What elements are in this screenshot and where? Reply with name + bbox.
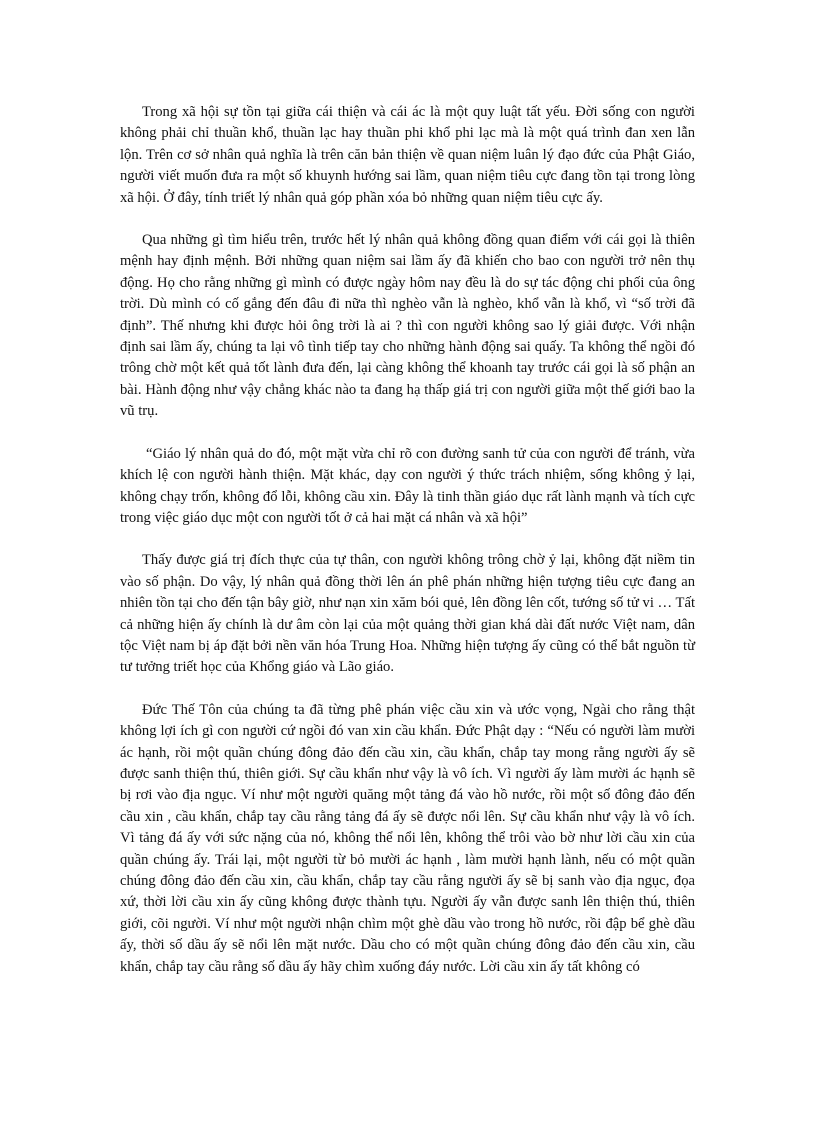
quote-paragraph: “Giáo lý nhân quả do đó, một mặt vừa chỉ rõ con đường sanh tử của con người để tránh, vừa khích lệ con người hành thiện. Mặt khác, dạy con người ý thức trách nhiệm, sống không ỷ lại, không chạy trốn, không đổ lỗi, không cầu xin. Đây là tinh thần giáo dục rất lành mạnh và tích cực trong việc giáo dục một con người tốt ở cả hai mặt cá nhân và xã hội” [120,445,695,526]
document-body [120,102,695,978]
paragraph-2: Qua những gì tìm hiểu trên, trước hết lý nhân quả không đồng quan điểm với cái gọi là thiên mệnh hay định mệnh. Bởi những quan niệm sai lầm ấy đã khiến cho bao con người trở nên thụ động. Họ cho rằng những gì mình có được ngày hôm nay đều là do sự tác động chi phối của ông trời. Dù mình có cố gắng đến đâu đi nữa thì nghèo vẫn là nghèo, khổ vẫn là khổ, vì “số trời đã định”. Thế nhưng khi được hỏi ông trời là ai ? thì con người không sao lý giải được. Với nhận định sai lầm ấy, chúng ta lại vô tình tiếp tay cho những hành động sai quấy. Ta không thể ngồi đó trông chờ một kết quả tốt lành đưa đến, lại càng không thể khoanh tay trước cái gọi là số phận an bài. Hành động như vậy chẳng khác nào ta đang hạ thấp giá trị con người giữa một thế giới bao la vũ trụ. [120,232,695,420]
paragraph-5: Đức Thế Tôn của chúng ta đã từng phê phán việc cầu xin và ước vọng, Ngài cho rằng thật không lợi ích gì con người cứ ngồi đó van xin cầu khẩn. Đức Phật dạy : “Nếu có người làm mười ác hạnh, rồi một quần chúng đông đảo đến cầu xin, cầu khẩn, chắp tay mong rằng người ấy sẽ được sanh thiện thú, thiên giới. Sự cầu khẩn như vậy là vô ích. Vì người ấy làm mười ác hạnh sẽ bị rơi vào địa ngục. Ví như một người quăng một tảng đá vào hồ nước, rồi một số đông đảo đến cầu xin , cầu khẩn, chắp tay cầu rằng tảng đá ấy sẽ được nổi lên. Sự cầu khẩn như vậy là vô ích. Vì tảng đá ấy với sức nặng của nó, không thể nổi lên, không thể trôi vào bờ như lời cầu xin của quần chúng ấy. Trái lại, một người từ bỏ mười ác hạnh , làm mười hạnh lành, nếu có một quần chúng đông đảo đến cầu xin, cầu khẩn, chắp tay cầu rằng người ấy sẽ bị sanh vào địa ngục, đọa xứ, thời lời cầu xin ấy cũng không được thành tựu. Người ấy vẫn được sanh lên thiện thú, thiên giới, cõi người. Ví như một người nhận chìm một ghè dầu vào trong hồ nước, rồi đập bể ghè dầu ấy, thời số dầu ấy sẽ nổi lên mặt nước. Dầu cho có một quần chúng đông đảo đến cầu xin, cầu khẩn, chắp tay cầu rằng số dầu ấy hãy chìm xuống đáy nước. Lời cầu xin ấy tất không có [120,701,695,975]
paragraph-1: Trong xã hội sự tồn tại giữa cái thiện và cái ác là một quy luật tất yếu. Đời sống con người không phải chỉ thuần khổ, thuần lạc hay thuần phi khổ phi lạc mà là một quá trình đan xen lẫn lộn. Trên cơ sở nhân quả nghĩa là trên căn bản thiện về quan niệm luân lý đạo đức của Phật Giáo, người viết muốn đưa ra một số khuynh hướng sai lầm, quan niệm tiêu cực đang tồn tại trong lòng xã hội. Ở đây, tính triết lý nhân quả góp phần xóa bỏ những quan niệm tiêu cực ấy. [120,104,695,206]
paragraph-4: Thấy được giá trị đích thực của tự thân, con người không trông chờ ỷ lại, không đặt niềm tin vào số phận. Do vậy, lý nhân quả đồng thời lên án phê phán những hiện tượng tiêu cực đang an nhiên tồn tại cho đến tận bây giờ, như nạn xin xăm bói quẻ, lên đồng lên cốt, tướng số tử vi … Tất cả những hiện ấy chính là dư âm còn lại của một quảng thời gian khá dài đất nước Việt nam, dân tộc Việt nam bị áp đặt bởi nền văn hóa Trung Hoa. Những hiện tượng ấy cũng có thể bắt nguồn từ tư tưởng triết học của Khổng giáo và Lão giáo. [120,552,695,676]
